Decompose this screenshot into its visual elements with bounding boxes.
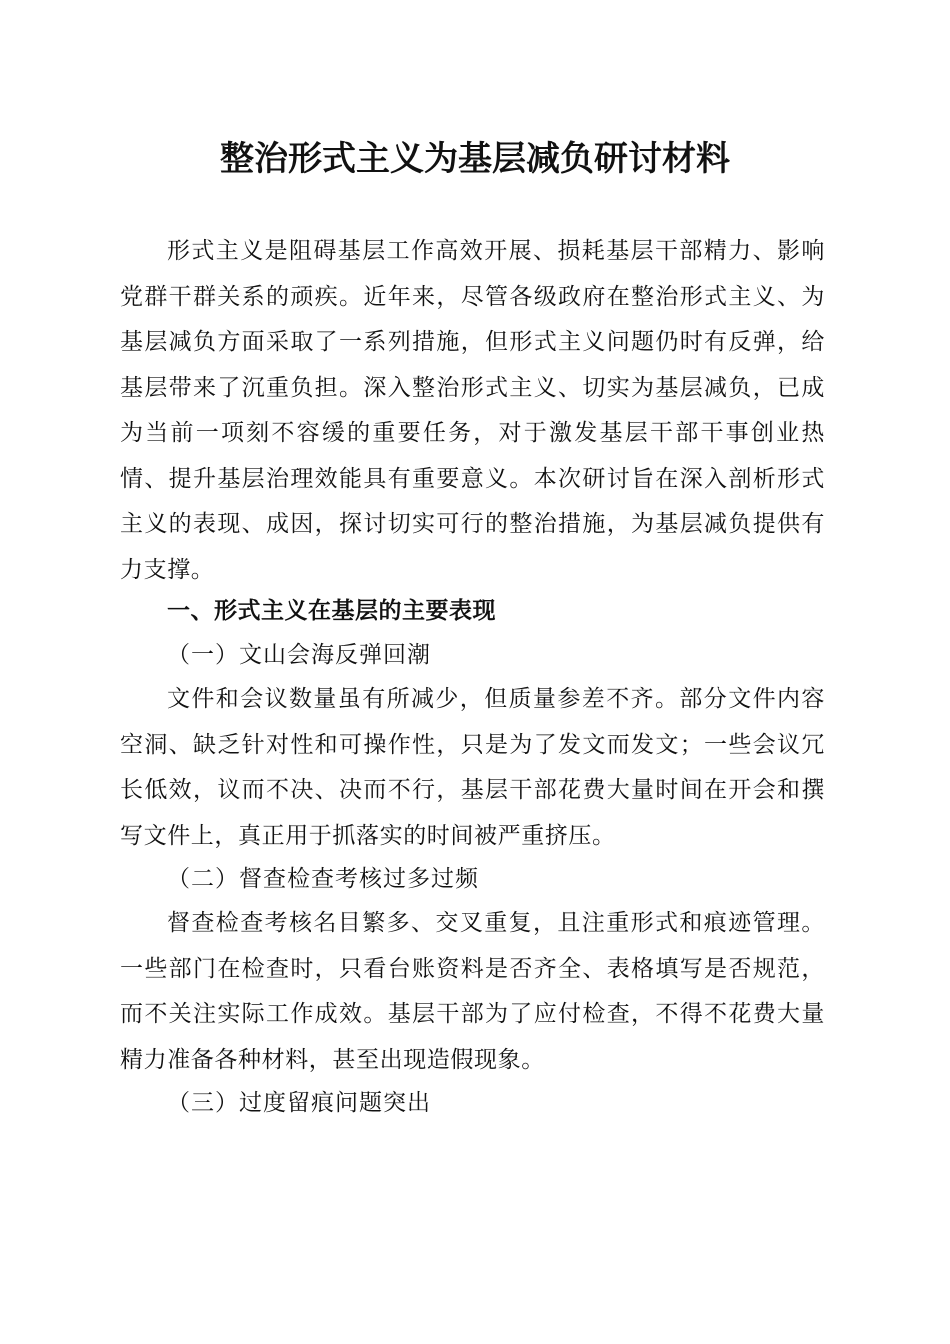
subsection-heading-excessive-traces: （三）过度留痕问题突出 bbox=[167, 1090, 431, 1116]
subsection-paragraph-inspections: 督查检查考核名目繁多、交叉重复，且注重形式和痕迹管理。一些部门在检查时，只看台账资料是否齐全、表格填写是否规范，而不关注实际工作成效。基层干部为了应付检查，不得不花费大量精力准备各种材料，甚至出现造假现象。 bbox=[120, 910, 825, 1073]
subsection-paragraph-meetings-documents: 文件和会议数量虽有所减少，但质量参差不齐。部分文件内容空洞、缺乏针对性和可操作性，只是为了发文而发文；一些会议冗长低效，议而不决、决而不行，基层干部花费大量时间在开会和撰写文件上，真正用于抓落实的时间被严重挤压。 bbox=[120, 686, 825, 849]
section-heading-main-manifestations: 一、形式主义在基层的主要表现 bbox=[167, 598, 496, 624]
subsection-heading-inspections: （二）督查检查考核过多过频 bbox=[167, 866, 479, 892]
subsection-heading-meetings-documents: （一）文山会海反弹回潮 bbox=[167, 642, 431, 668]
document-title: 整治形式主义为基层减负研讨材料 bbox=[220, 139, 730, 179]
intro-paragraph: 形式主义是阻碍基层工作高效开展、损耗基层干部精力、影响党群干群关系的顽疾。近年来，尽管各级政府在整治形式主义、为基层减负方面采取了一系列措施，但形式主义问题仍时有反弹，给基层带来了沉重负担。深入整治形式主义、切实为基层减负，已成为当前一项刻不容缓的重要任务，对于激发基层干部干事创业热情、提升基层治理效能具有重要意义。本次研讨旨在深入剖析形式主义的表现、成因，探讨切实可行的整治措施，为基层减负提供有力支撑。 bbox=[120, 238, 825, 583]
